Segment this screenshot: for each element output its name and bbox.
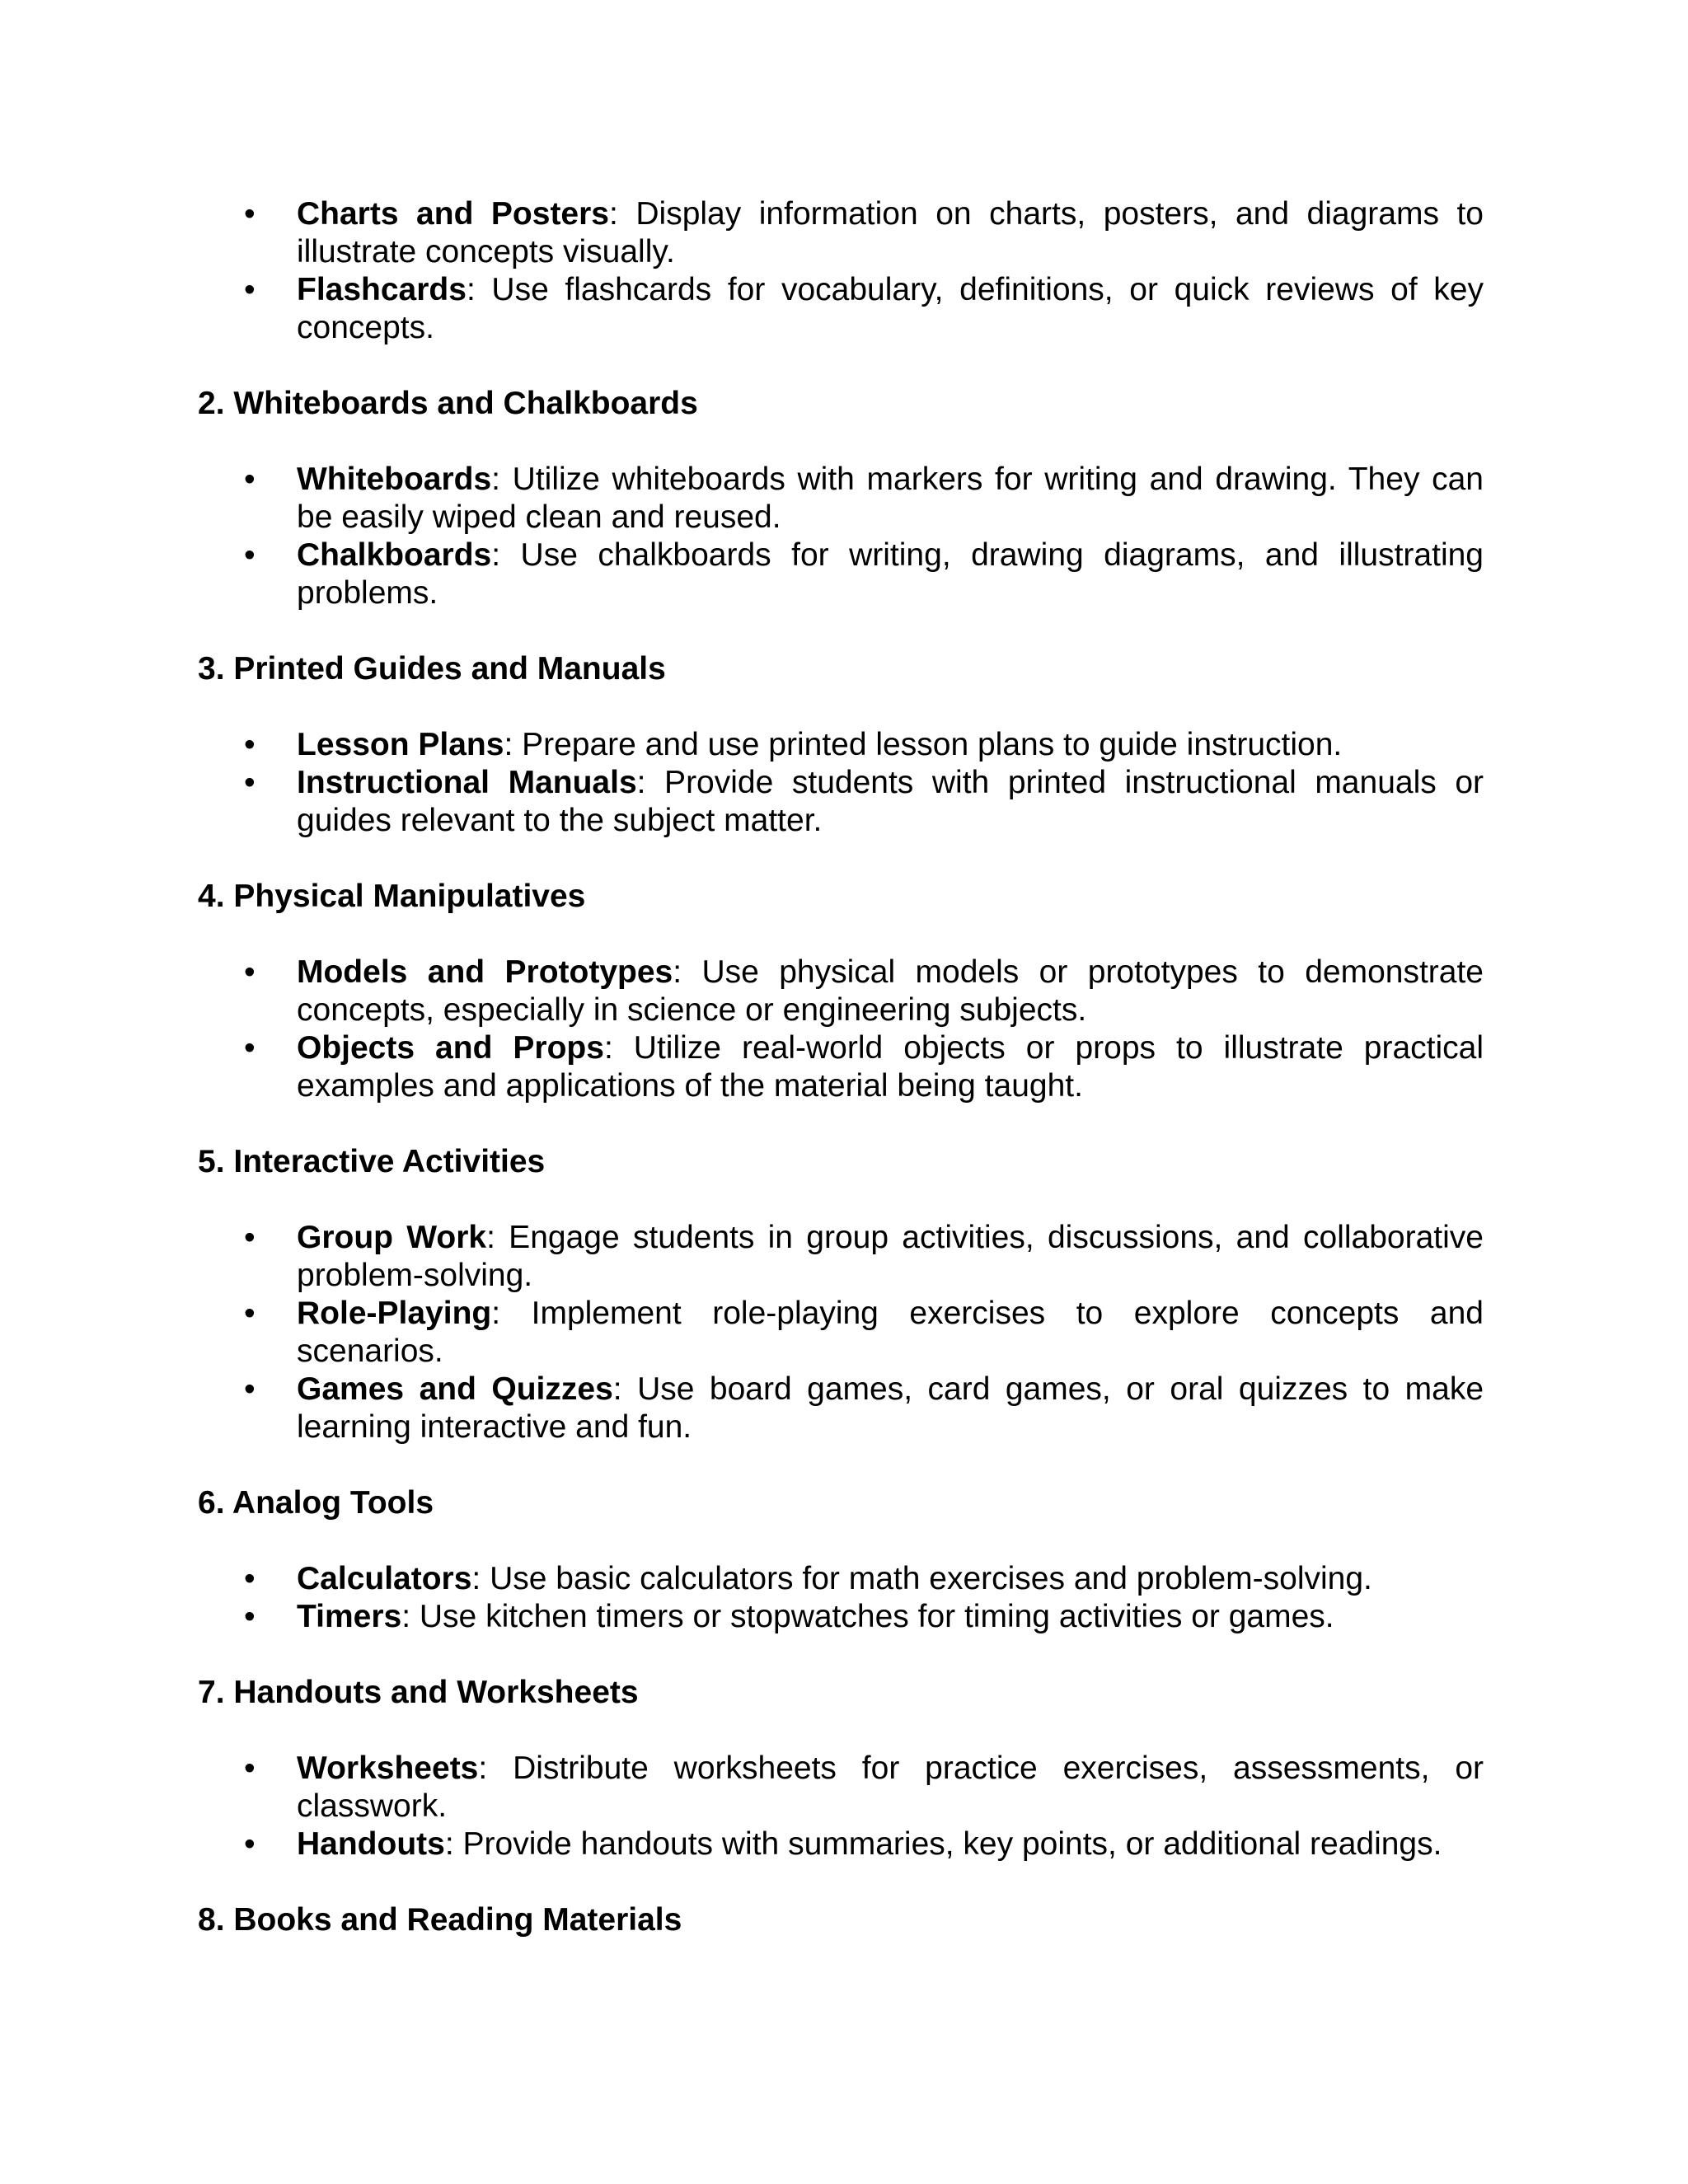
bullet: • xyxy=(244,954,256,990)
bullet: • xyxy=(244,1220,256,1255)
bullet: • xyxy=(244,727,256,762)
bullet: • xyxy=(244,765,256,800)
item-text: : Use chalkboards for writing, drawing diagrams, and illustrating problems. xyxy=(297,537,1484,611)
item-text: : Provide handouts with summaries, key points, or additional readings. xyxy=(444,1826,1442,1862)
section-handouts-worksheets xyxy=(198,1674,1484,1863)
item-text: : Use flashcards for vocabulary, definitions, or quick reviews of key concepts. xyxy=(297,272,1484,345)
item-text: : Distribute worksheets for practice exercises, assessments, or classwork. xyxy=(297,1750,1484,1824)
list-item xyxy=(198,1029,1484,1105)
item-text: : Use physical models or prototypes to demonstrate concepts, especially in science or engineering subjects. xyxy=(297,954,1484,1028)
item-term: Worksheets xyxy=(297,1750,479,1786)
item-term: Models and Prototypes xyxy=(297,954,673,990)
item-term: Handouts xyxy=(297,1826,445,1862)
item-text: : Display information on charts, posters, and diagrams to illustrate concepts visually. xyxy=(297,196,1484,269)
section-list xyxy=(198,1560,1484,1636)
bullet: • xyxy=(244,537,256,573)
item-term: Group Work xyxy=(297,1220,487,1255)
list-item xyxy=(198,764,1484,840)
bullet: • xyxy=(244,272,256,307)
item-term: Role-Playing xyxy=(297,1296,492,1331)
item-term: Games and Quizzes xyxy=(297,1371,613,1407)
section-list xyxy=(198,461,1484,612)
list-item xyxy=(198,1295,1484,1371)
section-list xyxy=(198,726,1484,840)
item-term: Charts and Posters xyxy=(297,196,609,232)
item-term: Flashcards xyxy=(297,272,467,307)
list-item xyxy=(198,537,1484,612)
bullet: • xyxy=(244,1826,256,1862)
section-list xyxy=(198,1750,1484,1863)
item-term: Lesson Plans xyxy=(297,727,504,762)
section-printed-guides xyxy=(198,650,1484,840)
list-item xyxy=(198,1219,1484,1295)
item-text: : Prepare and use printed lesson plans to guide instruction. xyxy=(504,727,1343,762)
document-content xyxy=(198,195,1484,1977)
item-text: : Use board games, card games, or oral quizzes to make learning interactive and fun. xyxy=(297,1371,1484,1445)
item-term: Timers xyxy=(297,1599,402,1634)
item-text: : Use basic calculators for math exercises and problem-solving. xyxy=(471,1561,1372,1596)
item-text: : Utilize real-world objects or props to illustrate practical examples and applications of the material being taught. xyxy=(297,1030,1484,1104)
section-heading: 5. Interactive Activities xyxy=(198,1144,546,1179)
list-item xyxy=(198,1371,1484,1446)
item-term: Instructional Manuals xyxy=(297,765,637,800)
list-item xyxy=(198,1825,1484,1863)
section-books-reading xyxy=(198,1901,1484,1939)
section-heading: 3. Printed Guides and Manuals xyxy=(198,651,666,687)
bullet: • xyxy=(244,462,256,497)
bullet: • xyxy=(244,196,256,232)
item-text: : Engage students in group activities, discussions, and collaborative problem-solving. xyxy=(297,1220,1484,1293)
list-item xyxy=(198,1598,1484,1636)
item-text: : Implement role-playing exercises to explore concepts and scenarios. xyxy=(297,1296,1484,1369)
bullet: • xyxy=(244,1296,256,1331)
list-item xyxy=(198,1560,1484,1598)
bullet: • xyxy=(244,1599,256,1634)
item-text: : Provide students with printed instructional manuals or guides relevant to the subject matter. xyxy=(297,765,1484,838)
section-list xyxy=(198,954,1484,1105)
item-term: Objects and Props xyxy=(297,1030,604,1066)
list-item xyxy=(198,461,1484,537)
item-text: : Use kitchen timers or stopwatches for timing activities or games. xyxy=(401,1599,1334,1634)
item-term: Chalkboards xyxy=(297,537,492,573)
item-text: : Utilize whiteboards with markers for writing and drawing. They can be easily wiped clean and reused. xyxy=(297,462,1484,535)
section-physical-manipulatives xyxy=(198,878,1484,1105)
section-heading: 2. Whiteboards and Chalkboards xyxy=(198,386,698,421)
section-heading: 4. Physical Manipulatives xyxy=(198,879,586,914)
bullet: • xyxy=(244,1750,256,1786)
item-term: Calculators xyxy=(297,1561,472,1596)
intro-list xyxy=(198,195,1484,347)
list-item xyxy=(198,271,1484,347)
bullet: • xyxy=(244,1030,256,1066)
section-interactive-activities xyxy=(198,1143,1484,1446)
list-item xyxy=(198,1750,1484,1825)
list-item xyxy=(198,954,1484,1029)
section-whiteboards xyxy=(198,385,1484,612)
list-item xyxy=(198,726,1484,764)
bullet: • xyxy=(244,1371,256,1407)
section-heading: 6. Analog Tools xyxy=(198,1485,434,1521)
bullet: • xyxy=(244,1561,256,1596)
section-heading: 8. Books and Reading Materials xyxy=(198,1902,682,1938)
section-heading: 7. Handouts and Worksheets xyxy=(198,1675,639,1710)
list-item xyxy=(198,195,1484,271)
section-analog-tools xyxy=(198,1484,1484,1636)
section-list xyxy=(198,1219,1484,1446)
item-term: Whiteboards xyxy=(297,462,492,497)
